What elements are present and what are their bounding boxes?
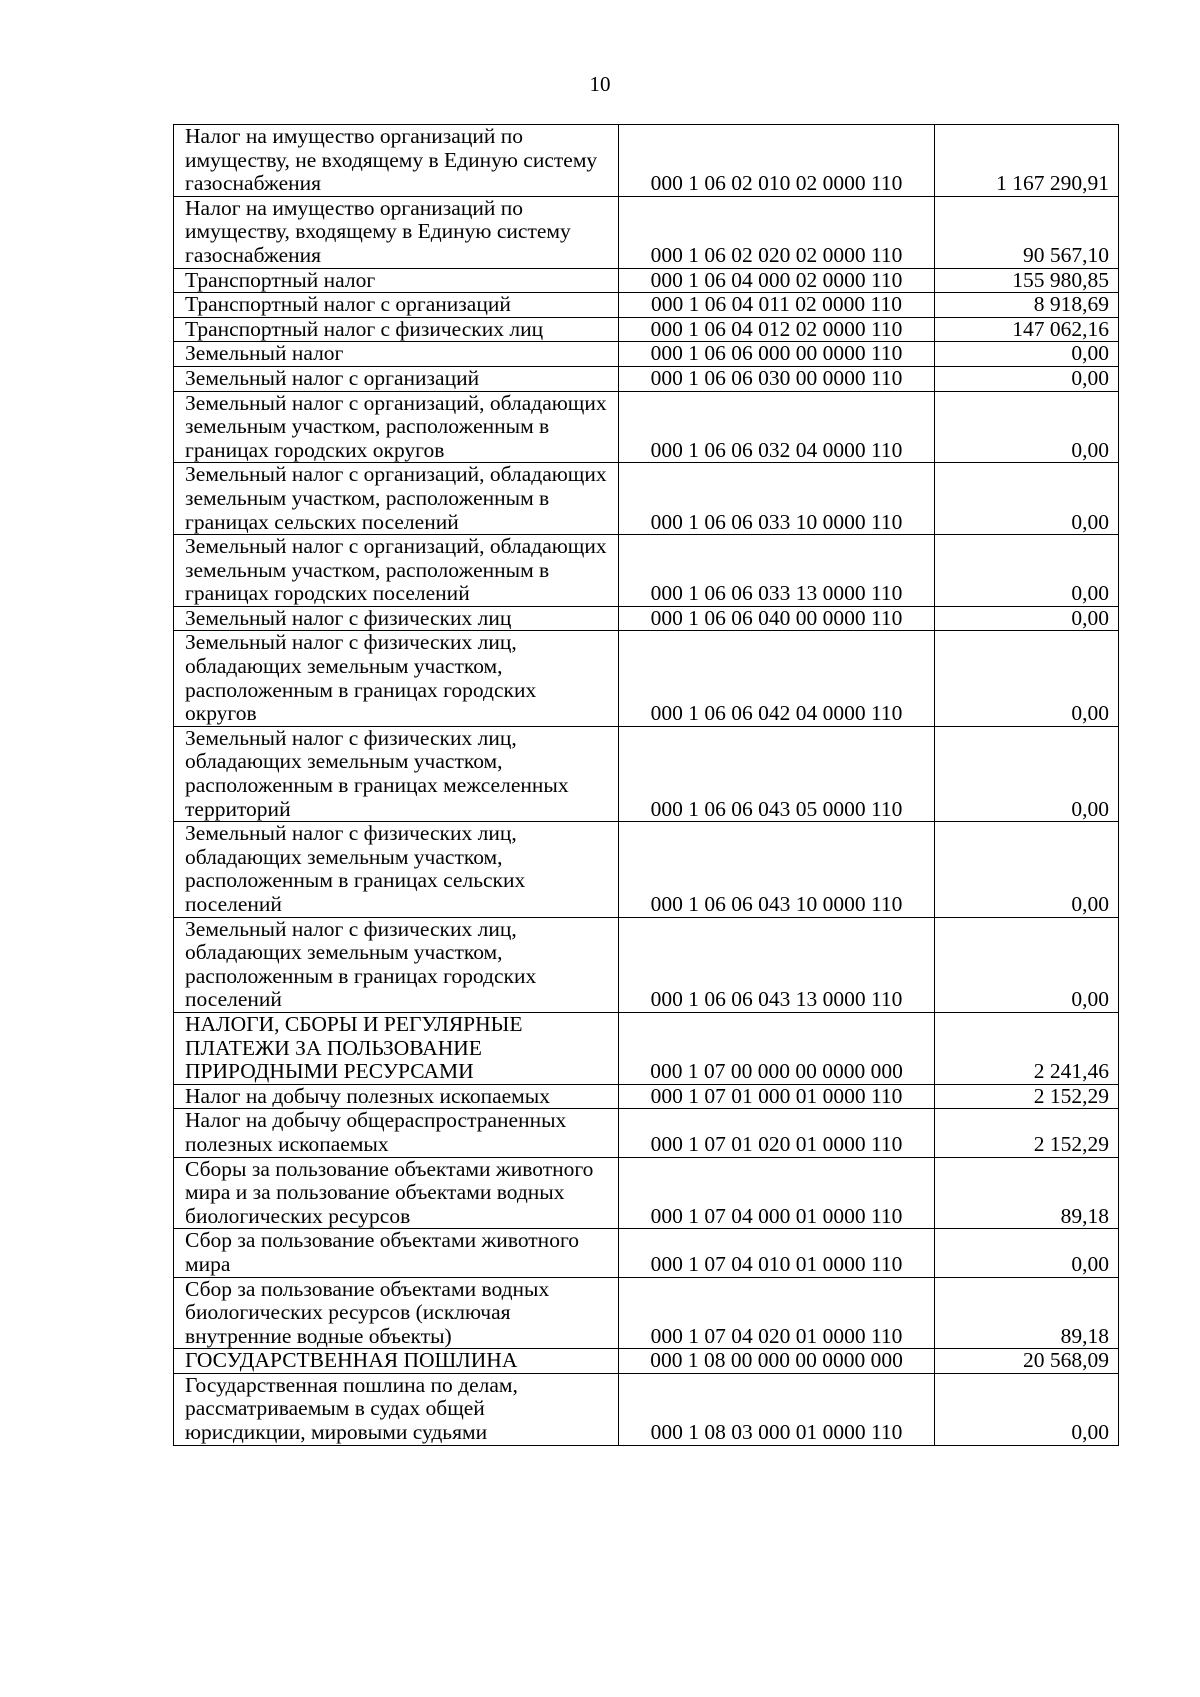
table-row [174, 317, 1119, 342]
table-row [174, 606, 1119, 631]
row-code: 000 1 08 03 000 01 0000 110 [619, 1373, 935, 1445]
row-name: Сбор за пользование объектами животного мира [174, 1229, 619, 1277]
row-sum: 89,18 [935, 1277, 1119, 1349]
row-code: 000 1 06 06 000 00 0000 110 [619, 342, 935, 367]
row-sum: 8 918,69 [935, 293, 1119, 318]
row-sum: 0,00 [935, 535, 1119, 607]
table-row [174, 822, 1119, 917]
table-row [174, 1012, 1119, 1084]
row-name: Сборы за пользование объектами животного мира и за пользование объектами водных биологических ресурсов [174, 1157, 619, 1229]
row-name: Земельный налог [174, 342, 619, 367]
row-name: Транспортный налог с организаций [174, 293, 619, 318]
row-name: Земельный налог с физических лиц, обладающих земельным участком, расположенным в границах сельских поселений [174, 822, 619, 917]
row-sum: 2 152,29 [935, 1084, 1119, 1109]
row-sum: 2 241,46 [935, 1012, 1119, 1084]
row-name: Земельный налог с организаций [174, 366, 619, 391]
table-row [174, 1349, 1119, 1374]
row-name: Налог на имущество организаций по имуществу, входящему в Единую систему газоснабжения [174, 196, 619, 268]
row-code: 000 1 07 04 010 01 0000 110 [619, 1229, 935, 1277]
table-row [174, 917, 1119, 1012]
row-sum: 0,00 [935, 631, 1119, 726]
row-sum: 0,00 [935, 366, 1119, 391]
row-name: Налог на добычу общераспространенных полезных ископаемых [174, 1109, 619, 1157]
table-row [174, 293, 1119, 318]
row-code: 000 1 06 06 033 10 0000 110 [619, 463, 935, 535]
page-number: 10 [589, 72, 611, 96]
row-name: Земельный налог с организаций, обладающих земельным участком, расположенным в границах городских поселений [174, 535, 619, 607]
row-code: 000 1 06 06 040 00 0000 110 [619, 606, 935, 631]
table-row [174, 1084, 1119, 1109]
table-row [174, 196, 1119, 268]
row-name: Земельный налог с организаций, обладающих земельным участком, расположенным в границах городских округов [174, 391, 619, 463]
row-name: Налог на добычу полезных ископаемых [174, 1084, 619, 1109]
row-name: Налог на имущество организаций по имуществу, не входящему в Единую систему газоснабжения [174, 125, 619, 197]
row-sum: 0,00 [935, 822, 1119, 917]
row-sum: 155 980,85 [935, 268, 1119, 293]
row-sum: 0,00 [935, 463, 1119, 535]
row-code: 000 1 06 06 043 05 0000 110 [619, 726, 935, 821]
row-name: Транспортный налог с физических лиц [174, 317, 619, 342]
table-row [174, 1229, 1119, 1277]
table-row [174, 366, 1119, 391]
revenue-table [173, 124, 1119, 1446]
row-name: Государственная пошлина по делам, рассматриваемым в судах общей юрисдикции, мировыми судьями [174, 1373, 619, 1445]
row-code: 000 1 08 00 000 00 0000 000 [619, 1349, 935, 1374]
row-sum: 0,00 [935, 606, 1119, 631]
table-row [174, 125, 1119, 197]
row-sum: 0,00 [935, 1373, 1119, 1445]
row-code: 000 1 06 06 032 04 0000 110 [619, 391, 935, 463]
table-row [174, 631, 1119, 726]
table-row [174, 268, 1119, 293]
table-row [174, 1277, 1119, 1349]
row-name: Земельный налог с организаций, обладающих земельным участком, расположенным в границах сельских поселений [174, 463, 619, 535]
row-sum: 2 152,29 [935, 1109, 1119, 1157]
row-code: 000 1 06 06 043 10 0000 110 [619, 822, 935, 917]
row-name: Земельный налог с физических лиц [174, 606, 619, 631]
row-sum: 90 567,10 [935, 196, 1119, 268]
table-row [174, 1109, 1119, 1157]
row-name: Сбор за пользование объектами водных биологических ресурсов (исключая внутренние водные объекты) [174, 1277, 619, 1349]
table-row [174, 726, 1119, 821]
row-code: 000 1 06 06 042 04 0000 110 [619, 631, 935, 726]
row-code: 000 1 06 06 033 13 0000 110 [619, 535, 935, 607]
table-row [174, 342, 1119, 367]
row-name: НАЛОГИ, СБОРЫ И РЕГУЛЯРНЫЕ ПЛАТЕЖИ ЗА ПОЛЬЗОВАНИЕ ПРИРОДНЫМИ РЕСУРСАМИ [174, 1012, 619, 1084]
row-sum: 147 062,16 [935, 317, 1119, 342]
row-sum: 0,00 [935, 342, 1119, 367]
row-name: Земельный налог с физических лиц, обладающих земельным участком, расположенным в границах межселенных территорий [174, 726, 619, 821]
row-code: 000 1 07 01 020 01 0000 110 [619, 1109, 935, 1157]
row-code: 000 1 07 04 020 01 0000 110 [619, 1277, 935, 1349]
row-code: 000 1 06 04 011 02 0000 110 [619, 293, 935, 318]
row-code: 000 1 07 04 000 01 0000 110 [619, 1157, 935, 1229]
row-code: 000 1 07 00 000 00 0000 000 [619, 1012, 935, 1084]
row-code: 000 1 06 06 043 13 0000 110 [619, 917, 935, 1012]
row-code: 000 1 06 04 012 02 0000 110 [619, 317, 935, 342]
row-name: ГОСУДАРСТВЕННАЯ ПОШЛИНА [174, 1349, 619, 1374]
row-sum: 0,00 [935, 917, 1119, 1012]
row-sum: 0,00 [935, 726, 1119, 821]
row-name: Земельный налог с физических лиц, обладающих земельным участком, расположенным в границах городских поселений [174, 917, 619, 1012]
row-sum: 0,00 [935, 1229, 1119, 1277]
table-row [174, 391, 1119, 463]
row-code: 000 1 06 04 000 02 0000 110 [619, 268, 935, 293]
row-code: 000 1 07 01 000 01 0000 110 [619, 1084, 935, 1109]
row-name: Земельный налог с физических лиц, обладающих земельным участком, расположенным в границах городских округов [174, 631, 619, 726]
table-row [174, 1373, 1119, 1445]
row-code: 000 1 06 06 030 00 0000 110 [619, 366, 935, 391]
row-sum: 0,00 [935, 391, 1119, 463]
row-sum: 20 568,09 [935, 1349, 1119, 1374]
row-name: Транспортный налог [174, 268, 619, 293]
row-code: 000 1 06 02 010 02 0000 110 [619, 125, 935, 197]
row-sum: 89,18 [935, 1157, 1119, 1229]
table-row [174, 463, 1119, 535]
table-row [174, 1157, 1119, 1229]
table-row [174, 535, 1119, 607]
row-sum: 1 167 290,91 [935, 125, 1119, 197]
row-code: 000 1 06 02 020 02 0000 110 [619, 196, 935, 268]
